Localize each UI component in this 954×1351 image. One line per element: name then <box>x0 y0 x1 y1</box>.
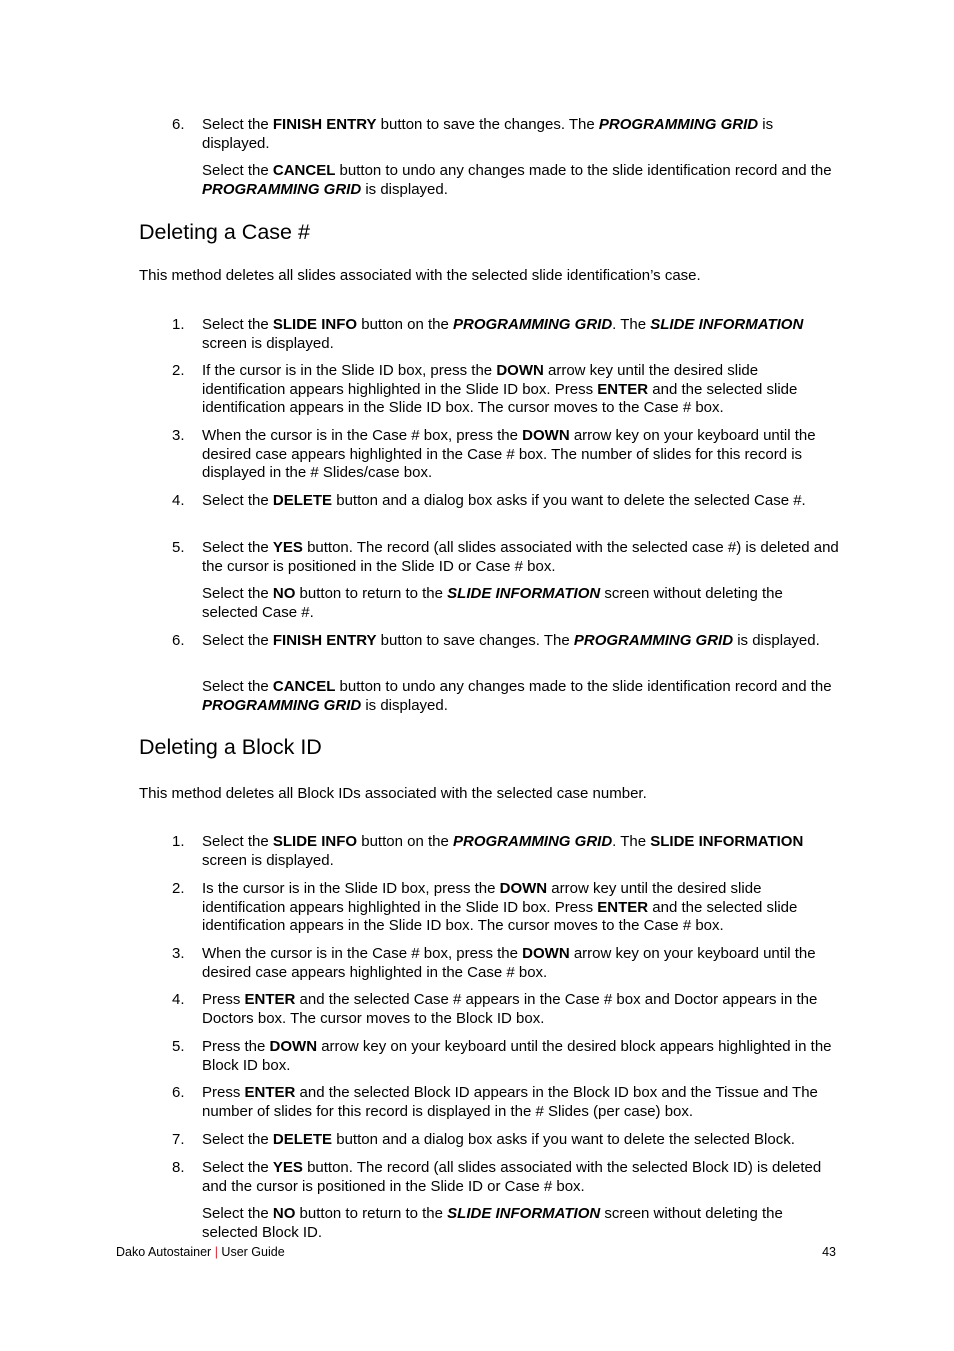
list-text: When the cursor is in the Case # box, press the DOWN arrow key on your keyboard until the desired case appears highlighted in the Case # box. The number of slides for this record is displayed in the # Slides/case box. <box>202 427 816 481</box>
footer-guide: User Guide <box>221 1245 285 1259</box>
finish-entry-term: FINISH ENTRY <box>272 116 377 133</box>
footer-product: Dako Autostainer <box>116 1245 212 1259</box>
list-text: Is the cursor is in the Slide ID box, press the DOWN arrow key until the desired slide identification appears highlighted in the Slide ID box. Press ENTER and the selected slide identification appears in the Slide ID box. The cursor moves to the Case # box. <box>202 880 798 934</box>
section-heading-block: Deleting a Block ID <box>139 735 322 759</box>
programming-grid-term: PROGRAMMING GRID <box>598 116 759 133</box>
list-text: Press ENTER and the selected Block ID appears in the Block ID box and the Tissue and The number of slides for this record is displayed in the # Slides (per case) box. <box>202 1084 818 1120</box>
list-text: Select the FINISH ENTRY button to save changes. The PROGRAMMING GRID is displayed. <box>202 632 820 649</box>
list-text: Press the DOWN arrow key on your keyboard until the desired block appears highlighted in the Block ID box. <box>202 1038 832 1074</box>
section-intro-case: This method deletes all slides associated with the selected slide identification’s case. <box>139 267 701 284</box>
list-text: Select the DELETE button and a dialog box asks if you want to delete the selected Block. <box>202 1131 795 1148</box>
page-number: 43 <box>822 1245 836 1259</box>
list-text: When the cursor is in the Case # box, press the DOWN arrow key on your keyboard until the desired case appears highlighted in the Case # box. <box>202 945 816 981</box>
list-text: Select the FINISH ENTRY button to save the changes. The PROGRAMMING GRID is displayed. <box>202 116 774 152</box>
footer-separator: | <box>214 1245 218 1259</box>
note-paragraph: Select the NO button to return to the SLIDE INFORMATION screen without deleting the selected Block ID. <box>202 1205 783 1241</box>
list-text: Select the YES button. The record (all slides associated with the selected Block ID) is deleted and the cursor is positioned in the Slide ID or Case # box. <box>202 1159 822 1195</box>
section-intro-block: This method deletes all Block IDs associated with the selected case number. <box>139 785 647 802</box>
footer-title <box>116 1244 285 1260</box>
note-paragraph: Select the CANCEL button to undo any changes made to the slide identification record and the PROGRAMMING GRID is displayed. <box>202 162 832 198</box>
list-text: Select the DELETE button and a dialog box asks if you want to delete the selected Case #. <box>202 492 806 509</box>
document-page: 6. Select the FINISH ENTRY button to save the changes. The PROGRAMMING GRID is displayed. Select the CANCEL button to undo any changes made to the slide identification record and the PROGRAMMING GRID is displayed. Deleting a Case # This method deletes all slides associated with the selected slide identification’s case. 1. Select the SLIDE INFO button on the PROGRAMMING GRID. The SLIDE INFORMATION screen is displayed. 2. If the cursor is in the Slide ID box, press the DOWN arrow key until the desired slide identification appears highlighted in the Slide ID box. Press ENTER and the selected slide identification appears in the Slide ID box. The cursor moves to the Case # box. 3. When the cursor is in the Case # box, press the DOWN arrow key on your keyboard until the desired case appears highlighted in the Case # box. The number of slides for this record is displayed in the # Slides/case box. 4. Select the DELETE button and a dialog box asks if you want to delete the selected Case #. 5. Select the YES button. The record (all slides associated with the selected case #) is deleted and the cursor is positioned in the Slide ID or Case # box. Select the NO button to return to the SLIDE INFORMATION screen without deleting the selected Case #. 6. Select the FINISH ENTRY button to save changes. The PROGRAMMING GRID is displayed. Select the CANCEL button to undo any changes made to the slide identification record and the PROGRAMMING GRID is displayed. Deleting a Block ID This method deletes all Block IDs associated with the selected case number. 1. Select the SLIDE INFO button on the PROGRAMMING GRID. The SLIDE INFORMATION screen is displayed. 2. Is the cursor is in the Slide ID box, press the DOWN arrow key until the desired slide identification appears highlighted in the Slide ID box. Press ENTER and the selected slide identification appears in the Slide ID box. The cursor moves to the Case # box. 3. When the cursor is in the Case # box, press the DOWN arrow key on your keyboard until the desired case appears highlighted in the Case # box. 4. Press ENTER and the selected Case # appears in the Case # box and Doctor appears in the Doctors box. The cursor moves to the Block ID box. 5. Press the DOWN arrow key on your keyboard until the desired block appears highlighted in the Block ID box. 6. Press ENTER and the selected Block ID appears in the Block ID box and the Tissue and The number of slides for this record is displayed in the # Slides (per case) box. 7. Select the DELETE button and a dialog box asks if you want to delete the selected Block. 8. Select the YES button. The record (all slides associated with the selected Block ID) is deleted and the cursor is positioned in the Slide ID or Case # box. Select the NO button to return to the SLIDE INFORMATION screen without deleting the selected Block ID. Dako Autostainer | User Guide 43 <box>0 0 954 1351</box>
list-text: Press ENTER and the selected Case # appears in the Case # box and Doctor appears in the Doctors box. The cursor moves to the Block ID box. <box>202 991 818 1027</box>
list-number: 6. <box>172 116 185 133</box>
note-paragraph: Select the NO button to return to the SLIDE INFORMATION screen without deleting the selected Case #. <box>202 585 783 621</box>
list-text: If the cursor is in the Slide ID box, press the DOWN arrow key until the desired slide identification appears highlighted in the Slide ID box. Press ENTER and the selected slide identification appears in the Slide ID box. The cursor moves to the Case # box. <box>202 362 798 416</box>
section-heading-case: Deleting a Case # <box>139 220 310 244</box>
list-text: Select the SLIDE INFO button on the PROGRAMMING GRID. The SLIDE INFORMATION screen is displayed. <box>202 833 804 869</box>
list-text: Select the SLIDE INFO button on the PROGRAMMING GRID. The SLIDE INFORMATION screen is displayed. <box>202 316 804 352</box>
list-text: Select the YES button. The record (all slides associated with the selected case #) is deleted and the cursor is positioned in the Slide ID or Case # box. <box>202 539 839 575</box>
note-paragraph: Select the CANCEL button to undo any changes made to the slide identification record and the PROGRAMMING GRID is displayed. <box>202 678 832 714</box>
